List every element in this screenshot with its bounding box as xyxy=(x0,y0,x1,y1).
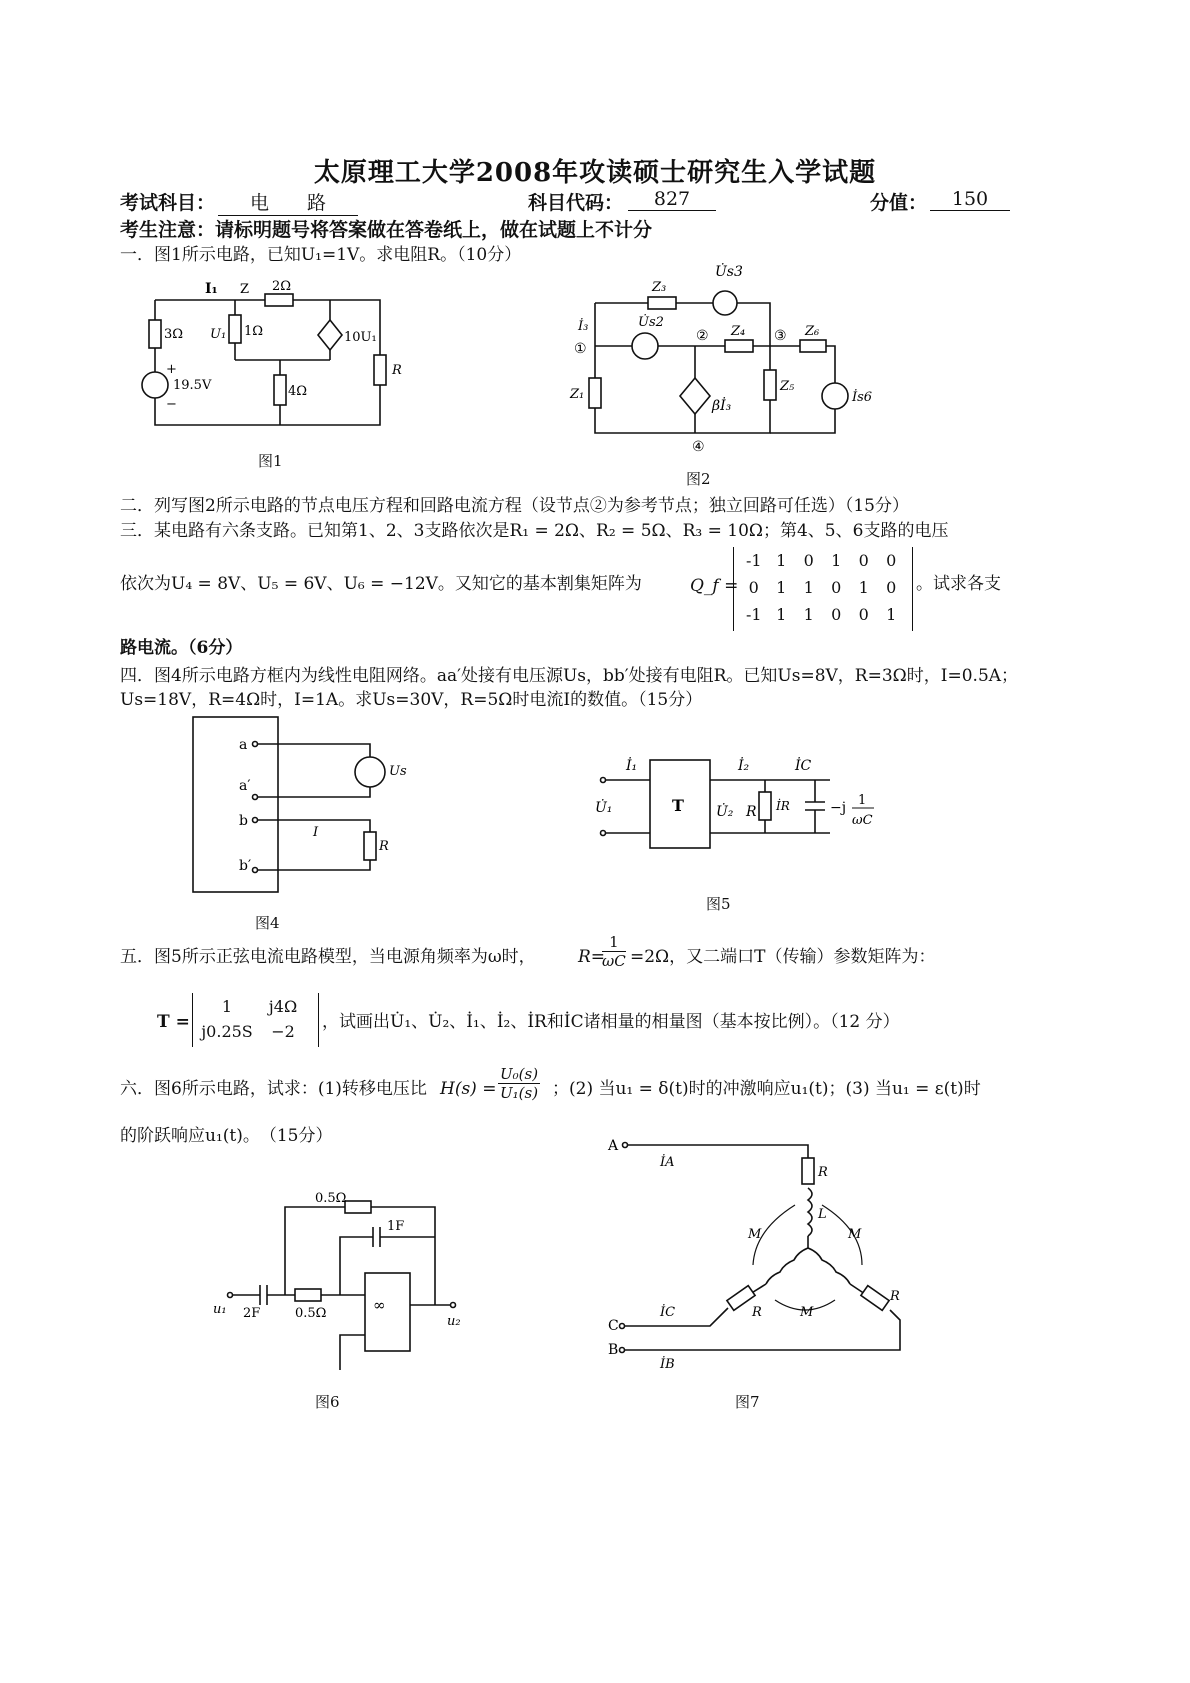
fig1-r4: 4Ω xyxy=(288,384,308,399)
matrix-cell: −2 xyxy=(271,1022,295,1041)
fig2-us2: U̇s2 xyxy=(638,315,664,330)
question-4-line2: Us=18V，R=4Ω时，I=1A。求Us=30V，R=5Ω时电流I的数值。（15分） xyxy=(120,690,703,710)
question-6-line2: 的阶跃响应u₁(t)。 （15分） xyxy=(120,1126,333,1146)
question-5-line2: ，试画出U̇₁、U̇₂、İ₁、İ₂、İR和İC诸相量的相量图（基本按比例）。（12 分） xyxy=(322,1012,900,1032)
question-6-line1a: 六．图6所示电路，试求：(1)转移电压比 xyxy=(120,1079,427,1099)
cutset-matrix xyxy=(733,547,913,631)
fig7-caption: 图7 xyxy=(735,1393,760,1411)
q6-num: U₀(s) xyxy=(500,1065,539,1083)
code-value: 827 xyxy=(628,188,716,211)
fig5-i1: İ₁ xyxy=(626,758,638,774)
fig1-r2: 2Ω xyxy=(272,279,292,294)
figure-5 xyxy=(590,748,890,858)
subject-value: 电 路 xyxy=(218,188,358,216)
fig6-caption: 图6 xyxy=(315,1393,340,1411)
fig4-a: a xyxy=(239,737,248,753)
fig4-b2: b′ xyxy=(239,858,252,874)
fig6-c-in: 2F xyxy=(243,1306,261,1321)
fig7-B: B xyxy=(608,1342,619,1358)
q5-fraction xyxy=(602,933,626,970)
fig2-us3: U̇s3 xyxy=(715,264,743,280)
matrix-cell: 0 xyxy=(803,551,814,570)
matrix-cell: 1 xyxy=(776,551,787,570)
fig1-u1: U₁ xyxy=(210,327,227,342)
fig6-u1: u₁ xyxy=(213,1302,227,1317)
fig1-i1: I₁ xyxy=(205,281,218,297)
question-3-line2a: 依次为U₄ = 8V、U₅ = 6V、U₆ = −12V。又知它的基本割集矩阵为 xyxy=(120,574,642,594)
q6-H: H(s) = xyxy=(440,1079,497,1099)
matrix-cell: 0 xyxy=(831,605,842,624)
fig7-R-left: R xyxy=(752,1305,762,1320)
q5-frac-den: ωC xyxy=(602,952,626,970)
fig5-ic: İC xyxy=(795,758,812,774)
fig7-L-top: L xyxy=(818,1207,827,1222)
matrix-cell: 0 xyxy=(886,578,897,597)
fig5-caption: 图5 xyxy=(706,895,731,913)
question-4-line1: 四．图4所示电路方框内为线性电阻网络。aa′处接有电压源Us，bb′处接有电阻R。已知Us=8V，R=3Ω时，I=0.5A； xyxy=(120,666,1019,686)
fig2-dep: βİ₃ xyxy=(712,398,732,414)
question-5-line1a: 五．图5所示正弦电流电路模型，当电源角频率为ω时， xyxy=(120,947,536,967)
fig2-n4: ④ xyxy=(692,439,705,455)
fig2-z5: Z₅ xyxy=(780,379,795,394)
fig4-b: b xyxy=(239,813,248,829)
fig1-dep: 10U₁ xyxy=(344,330,377,345)
matrix-cell: 0 xyxy=(858,605,869,624)
matrix-cell: 1 xyxy=(803,605,814,624)
score-value: 150 xyxy=(930,188,1010,211)
fig7-iA: İA xyxy=(660,1155,675,1170)
page-title: 太原理工大学2008年攻读硕士研究生入学试题 xyxy=(313,158,877,188)
fig6-r-top: 0.5Ω xyxy=(315,1191,347,1206)
fig5-ir: İR xyxy=(776,799,790,813)
qf-label: Q_f = xyxy=(690,576,739,596)
fig5-zc-den: ωC xyxy=(852,813,873,828)
q5-frac-num: 1 xyxy=(602,933,626,952)
matrix-cell: 1 xyxy=(776,605,787,624)
fig6-r-in: 0.5Ω xyxy=(295,1306,327,1321)
question-5-line1b: =2Ω，又二端口T（传输）参数矩阵为： xyxy=(630,947,936,967)
matrix-cell: 1 xyxy=(803,578,814,597)
fig5-u1: U̇₁ xyxy=(595,800,613,816)
fig1-r3: 3Ω xyxy=(164,327,184,342)
figure-2 xyxy=(560,258,880,458)
fig7-A: A xyxy=(608,1138,619,1154)
figure-4 xyxy=(185,712,415,897)
fig4-i: I xyxy=(313,825,319,840)
subject-label: 考试科目： xyxy=(120,192,216,214)
fig2-n2: ② xyxy=(696,328,709,344)
fig4-us: Us xyxy=(389,764,407,779)
fig2-z3: Z₃ xyxy=(652,280,667,295)
matrix-cell: 0 xyxy=(748,578,759,597)
fig7-R-right: R xyxy=(890,1289,900,1304)
fig5-u2: U̇₂ xyxy=(716,804,734,820)
matrix-cell: 1 xyxy=(858,578,869,597)
fig2-z1: Z₁ xyxy=(570,387,585,402)
fig1-r1: 1Ω xyxy=(244,324,264,339)
code-label: 科目代码： xyxy=(528,192,624,214)
fig5-zc: −j xyxy=(830,800,847,816)
question-1: 一．图1所示电路，已知U₁=1V。求电阻R。（10分） xyxy=(120,245,522,265)
matrix-cell: 1 xyxy=(886,605,897,624)
notice: 考生注意：请标明题号将答案做在答卷纸上，做在试题上不计分 xyxy=(120,219,653,241)
fig5-T: T xyxy=(672,796,684,815)
score-label: 分值： xyxy=(870,192,928,214)
fig7-M-bottom: M xyxy=(800,1305,814,1320)
question-3-line3: 路电流。（6分） xyxy=(120,638,243,658)
fig5-zc-num: 1 xyxy=(858,793,867,808)
fig2-is6: İs6 xyxy=(852,390,873,405)
fig2-caption: 图2 xyxy=(686,470,711,488)
fig7-M-right: M xyxy=(848,1227,862,1242)
matrix-cell: j4Ω xyxy=(268,997,298,1016)
q5-R: R= xyxy=(578,947,606,967)
matrix-cell: 1 xyxy=(221,997,233,1016)
question-2: 二．列写图2所示电路的节点电压方程和回路电流方程（设节点②为参考节点；独立回路可任选）（15分） xyxy=(120,496,909,516)
fig1-z: Z xyxy=(240,282,250,297)
fig2-n3: ③ xyxy=(774,328,787,344)
fig4-R: R xyxy=(379,839,389,854)
transmission-matrix xyxy=(192,993,319,1047)
fig1-plus: + xyxy=(166,362,177,377)
fig1-R: R xyxy=(392,363,402,378)
matrix-cell: j0.25S xyxy=(201,1022,253,1041)
fig7-iB: İB xyxy=(660,1357,675,1372)
fig6-u2: u₂ xyxy=(447,1314,461,1329)
q6-fraction xyxy=(498,1065,540,1102)
matrix-cell: -1 xyxy=(745,551,762,570)
fig7-iC: İC xyxy=(660,1305,676,1320)
figure-6 xyxy=(205,1185,480,1375)
fig4-caption: 图4 xyxy=(255,914,280,932)
matrix-cell: -1 xyxy=(745,605,762,624)
fig2-i3: İ₃ xyxy=(578,319,589,334)
fig7-R-top: R xyxy=(818,1165,828,1180)
matrix-cell: 1 xyxy=(776,578,787,597)
fig1-minus: − xyxy=(166,397,177,412)
question-6-line1b: ；(2) 当u₁ = δ(t)时的冲激响应u₁(t)；(3) 当u₁ = ε(t)时 xyxy=(552,1079,981,1099)
fig7-M-left: M xyxy=(748,1227,762,1242)
fig6-c-top: 1F xyxy=(387,1219,405,1234)
fig2-n1: ① xyxy=(574,341,587,357)
fig4-a2: a′ xyxy=(239,778,251,794)
fig2-z6: Z₆ xyxy=(805,324,820,339)
fig6-amp: ∞ xyxy=(373,1296,386,1314)
question-3-line2b: 。试求各支 xyxy=(916,574,1001,594)
fig5-i2: İ₂ xyxy=(738,758,750,774)
matrix-cell: 0 xyxy=(858,551,869,570)
matrix-cell: 0 xyxy=(886,551,897,570)
fig2-z4: Z₄ xyxy=(731,324,746,339)
fig1-caption: 图1 xyxy=(258,452,283,470)
fig5-R: R xyxy=(746,804,757,820)
figure-1 xyxy=(140,275,400,435)
q5-T-label: T = xyxy=(157,1012,190,1032)
fig1-src: 19.5V xyxy=(173,378,212,393)
matrix-cell: 0 xyxy=(831,578,842,597)
figure-7 xyxy=(600,1130,920,1370)
question-3-line1: 三．某电路有六条支路。已知第1、2、3支路依次是R₁ = 2Ω、R₂ = 5Ω、R₃ = 10Ω；第4、5、6支路的电压 xyxy=(120,521,949,541)
matrix-cell: 1 xyxy=(831,551,842,570)
fig7-C: C xyxy=(608,1318,619,1334)
q6-den: U₁(s) xyxy=(500,1084,539,1102)
